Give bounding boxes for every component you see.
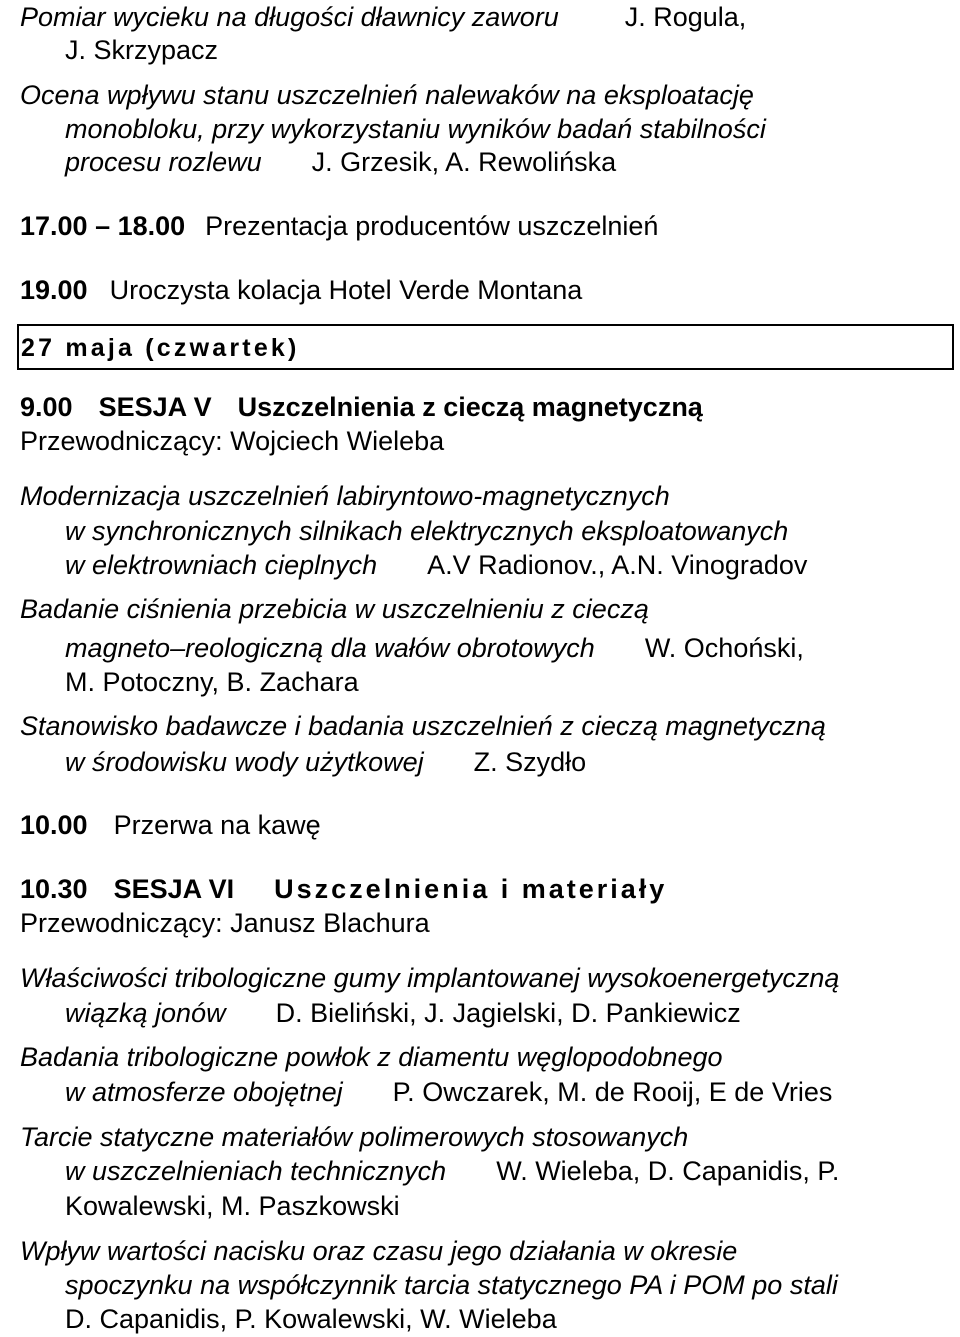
event-text: Prezentacja producentów uszczelnień [205, 211, 659, 241]
day-header [17, 324, 954, 370]
paper-authors: W. Wieleba, D. Capanidis, P. [496, 1156, 840, 1186]
paper-title: w środowisku wody użytkowej [65, 747, 424, 777]
event-text: Uroczysta kolacja Hotel Verde Montana [109, 275, 583, 305]
session-5-chair: Przewodniczący: Wojciech Wieleba [20, 426, 445, 456]
session-time: 10.30 [20, 874, 88, 904]
s5-paper-1-title-line-2: w synchronicznych silnikach elektrycznych eksploatowanych [65, 516, 789, 546]
paper-title: w uszczelnieniach technicznych [65, 1156, 447, 1186]
paper-authors: D. Bieliński, J. Jagielski, D. Pankiewicz [275, 998, 741, 1028]
paper-1 [20, 0, 746, 34]
s6-paper-3-line-2 [65, 1154, 839, 1188]
paper-2-line-3 [65, 145, 616, 179]
paper-authors: P. Owczarek, M. de Rooij, E de Vries [392, 1077, 833, 1107]
event-presentation [20, 209, 658, 243]
s6-paper-4-title-line-2: spoczynku na współczynnik tarcia statycznego PA i POM po stali [65, 1270, 838, 1300]
event-time: 19.00 [20, 275, 88, 305]
paper-title: wiązką jonów [65, 998, 226, 1028]
paper-authors: J. Rogula, [624, 2, 747, 32]
event-coffee-break [20, 808, 321, 842]
paper-2-title-line-1: Ocena wpływu stanu uszczelnień nalewaków na eksploatację [20, 80, 754, 110]
session-topic: Uszczelnienia i materiały [274, 874, 668, 904]
s6-paper-1-title-line-1: Właściwości tribologiczne gumy implantowanej wysokoenergetyczną [20, 963, 840, 993]
event-text: Przerwa na kawę [113, 810, 321, 840]
s5-paper-1-title-line-1: Modernizacja uszczelnień labiryntowo-magnetycznych [20, 481, 670, 511]
paper-authors: J. Grzesik, A. Rewolińska [311, 147, 617, 177]
paper-1-authors-cont: J. Skrzypacz [65, 35, 219, 65]
session-name: SESJA V [98, 392, 212, 422]
event-dinner [20, 273, 582, 307]
paper-authors: Z. Szydło [473, 747, 587, 777]
session-6-chair: Przewodniczący: Janusz Blachura [20, 908, 430, 938]
s6-paper-4-authors: D. Capanidis, P. Kowalewski, W. Wieleba [65, 1304, 557, 1334]
s5-paper-2-line-2 [65, 631, 804, 665]
s6-paper-2-title-line-1: Badania tribologiczne powłok z diamentu węglopodobnego [20, 1042, 723, 1072]
s5-paper-2-title-line-1: Badanie ciśnienia przebicia w uszczelnieniu z cieczą [20, 594, 649, 624]
paper-title: w atmosferze obojętnej [65, 1077, 343, 1107]
s6-paper-4-title-line-1: Wpływ wartości nacisku oraz czasu jego działania w okresie [20, 1236, 738, 1266]
s6-paper-1-line-2 [65, 996, 741, 1030]
event-time: 10.00 [20, 810, 88, 840]
paper-2-title-line-2: monobloku, przy wykorzystaniu wyników badań stabilności [65, 114, 766, 144]
s5-paper-3-title-line-1: Stanowisko badawcze i badania uszczelnień z cieczą magnetyczną [20, 711, 826, 741]
s6-paper-3-authors-cont: Kowalewski, M. Paszkowski [65, 1191, 400, 1221]
session-6-header [20, 872, 667, 906]
s6-paper-2-line-2 [65, 1075, 832, 1109]
paper-authors: W. Ochoński, [644, 633, 804, 663]
day-label: 27 maja (czwartek) [21, 334, 300, 362]
s6-paper-3-title-line-1: Tarcie statyczne materiałów polimerowych stosowanych [20, 1122, 689, 1152]
s5-paper-2-authors-cont: M. Potoczny, B. Zachara [65, 667, 359, 697]
paper-title: procesu rozlewu [65, 147, 262, 177]
session-name: SESJA VI [113, 874, 235, 904]
paper-title: Pomiar wycieku na długości dławnicy zaworu [20, 2, 559, 32]
event-time: 17.00 – 18.00 [20, 211, 186, 241]
s5-paper-1-line-3 [65, 548, 807, 582]
session-topic: Uszczelnienia z cieczą magnetyczną [237, 392, 703, 422]
session-time: 9.00 [20, 392, 73, 422]
paper-title: w elektrowniach cieplnych [65, 550, 378, 580]
paper-title: magneto–reologiczną dla wałów obrotowych [65, 633, 595, 663]
s5-paper-3-line-2 [65, 745, 586, 779]
paper-authors: A.V Radionov., A.N. Vinogradov [427, 550, 808, 580]
session-5-header [20, 390, 703, 424]
